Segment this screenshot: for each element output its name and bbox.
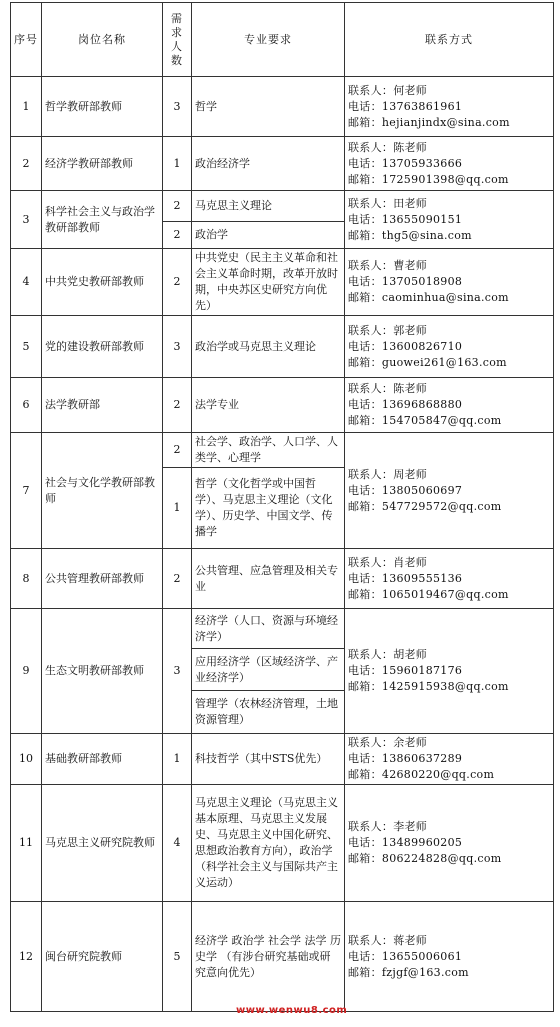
contact-info — [345, 549, 554, 609]
major-requirement: 经济学 政治学 社会学 法学 历史学 （有涉台研究基础或研究意向优先） — [192, 902, 345, 1012]
contact-person: 联系人：李老师 — [348, 820, 428, 833]
major-requirement: 政治经济学 — [192, 137, 345, 191]
major-requirement: 管理学（农林经济管理，土地资源管理） — [192, 691, 345, 734]
contact-email: 邮箱：1065019467@qq.com — [348, 587, 509, 601]
required-count: 2 — [163, 433, 192, 468]
contact-phone: 电话：13655006061 — [348, 949, 463, 963]
contact-info — [345, 609, 554, 734]
table-row — [11, 191, 554, 222]
position-name: 经济学教研部教师 — [42, 137, 163, 191]
table-row — [11, 433, 554, 468]
major-requirement: 哲学（文化哲学或中国哲学）、马克思主义理论（文化学）、历史学、中国文学、传播学 — [192, 468, 345, 549]
contact-info — [345, 734, 554, 785]
recruitment-table — [10, 2, 554, 1012]
required-count: 2 — [163, 222, 192, 249]
contact-person: 联系人：郭老师 — [348, 323, 428, 337]
contact-info — [345, 902, 554, 1012]
table-row — [11, 137, 554, 191]
row-number: 12 — [11, 902, 42, 1012]
row-number: 1 — [11, 77, 42, 137]
contact-phone: 电话：13860637289 — [348, 752, 463, 765]
contact-phone: 电话：13696868880 — [348, 398, 463, 411]
table-row — [11, 609, 554, 649]
row-number: 6 — [11, 378, 42, 433]
row-number: 5 — [11, 316, 42, 378]
contact-phone: 电话：13600826710 — [348, 339, 463, 353]
major-requirement: 中共党史（民主主义革命和社会主义革命时期，改革开放时期，中央苏区史研究方向优先） — [192, 249, 345, 316]
position-name: 社会与文化学教研部教师 — [42, 433, 163, 549]
major-requirement: 科技哲学（其中STS优先） — [192, 734, 345, 785]
required-count: 4 — [163, 785, 192, 902]
watermark: www.wenwu8.com — [236, 1005, 348, 1016]
major-requirement: 应用经济学（区域经济学、产业经济学） — [192, 649, 345, 691]
contact-phone: 电话：13805060697 — [348, 483, 463, 497]
contact-email: 邮箱：1725901398@qq.com — [348, 172, 509, 186]
table-row — [11, 785, 554, 902]
contact-person: 联系人：曹老师 — [348, 259, 428, 272]
contact-info — [345, 249, 554, 316]
contact-phone: 电话：15960187176 — [348, 664, 463, 677]
contact-info — [345, 378, 554, 433]
contact-person: 联系人：何老师 — [348, 83, 428, 97]
major-requirement: 法学专业 — [192, 378, 345, 433]
row-number: 3 — [11, 191, 42, 249]
position-name: 党的建设教研部教师 — [42, 316, 163, 378]
header-count: 需求人数 — [163, 3, 192, 77]
major-requirement: 经济学（人口、资源与环境经济学） — [192, 609, 345, 649]
required-count: 3 — [163, 316, 192, 378]
row-number: 2 — [11, 137, 42, 191]
contact-person: 联系人：肖老师 — [348, 555, 428, 569]
row-number: 9 — [11, 609, 42, 734]
row-number: 4 — [11, 249, 42, 316]
major-requirement: 马克思主义理论 — [192, 191, 345, 222]
required-count: 2 — [163, 549, 192, 609]
header-major: 专业要求 — [192, 3, 345, 77]
major-requirement: 政治学或马克思主义理论 — [192, 316, 345, 378]
row-number: 8 — [11, 549, 42, 609]
contact-info — [345, 137, 554, 191]
table-row — [11, 77, 554, 137]
required-count: 2 — [163, 191, 192, 222]
position-name: 公共管理教研部教师 — [42, 549, 163, 609]
contact-info — [345, 785, 554, 902]
contact-phone: 电话：13655090151 — [348, 212, 463, 226]
contact-person: 联系人：胡老师 — [348, 648, 428, 661]
table-row — [11, 902, 554, 1012]
header-position: 岗位名称 — [42, 3, 163, 77]
position-name: 法学教研部 — [42, 378, 163, 433]
contact-email: 邮箱：guowei261@163.com — [348, 355, 507, 369]
contact-email: 邮箱：547729572@qq.com — [348, 499, 502, 513]
contact-person: 联系人：蒋老师 — [348, 933, 428, 947]
required-count: 5 — [163, 902, 192, 1012]
major-requirement: 哲学 — [192, 77, 345, 137]
position-name: 基础教研部教师 — [42, 734, 163, 785]
table-row — [11, 378, 554, 433]
required-count: 2 — [163, 378, 192, 433]
contact-phone: 电话：13705933666 — [348, 156, 463, 170]
required-count: 3 — [163, 77, 192, 137]
required-count: 1 — [163, 137, 192, 191]
position-name: 科学社会主义与政治学教研部教师 — [42, 191, 163, 249]
position-name: 闽台研究院教师 — [42, 902, 163, 1012]
table-row — [11, 249, 554, 316]
position-name: 哲学教研部教师 — [42, 77, 163, 137]
header-no: 序号 — [11, 3, 42, 77]
required-count: 1 — [163, 468, 192, 549]
contact-email: 邮箱：thg5@sina.com — [348, 228, 472, 242]
major-requirement: 社会学、政治学、人口学、人类学、心理学 — [192, 433, 345, 468]
contact-phone: 电话：13489960205 — [348, 836, 463, 849]
position-name: 生态文明教研部教师 — [42, 609, 163, 734]
table-header-row — [11, 3, 554, 77]
major-requirement: 政治学 — [192, 222, 345, 249]
contact-email: 邮箱：806224828@qq.com — [348, 852, 502, 865]
row-number: 7 — [11, 433, 42, 549]
position-name: 马克思主义研究院教师 — [42, 785, 163, 902]
contact-person: 联系人：周老师 — [348, 467, 428, 481]
required-count: 3 — [163, 609, 192, 734]
required-count: 1 — [163, 734, 192, 785]
contact-person: 联系人：陈老师 — [348, 382, 428, 395]
row-number: 11 — [11, 785, 42, 902]
contact-email: 邮箱：fzjgf@163.com — [348, 965, 469, 979]
position-name: 中共党史教研部教师 — [42, 249, 163, 316]
table-row — [11, 734, 554, 785]
contact-email: 邮箱：42680220@qq.com — [348, 768, 495, 781]
contact-info — [345, 191, 554, 249]
contact-person: 联系人：陈老师 — [348, 140, 428, 154]
required-count: 2 — [163, 249, 192, 316]
contact-phone: 电话：13763861961 — [348, 99, 463, 113]
contact-email: 邮箱：caominhua@sina.com — [348, 291, 509, 304]
row-number: 10 — [11, 734, 42, 785]
contact-info — [345, 316, 554, 378]
table-row — [11, 316, 554, 378]
contact-info — [345, 77, 554, 137]
contact-email: 邮箱：154705847@qq.com — [348, 414, 502, 427]
major-requirement: 马克思主义理论（马克思主义基本原理、马克思主义发展史、马克思主义中国化研究、思想政治教育方向），政治学（科学社会主义与国际共产主义运动） — [192, 785, 345, 902]
table-row — [11, 549, 554, 609]
table-body — [11, 77, 554, 1012]
major-requirement: 公共管理、应急管理及相关专业 — [192, 549, 345, 609]
contact-email: 邮箱：1425915938@qq.com — [348, 680, 509, 693]
contact-info — [345, 433, 554, 549]
contact-phone: 电话：13705018908 — [348, 275, 463, 288]
contact-person: 联系人：田老师 — [348, 196, 428, 210]
contact-person: 联系人：余老师 — [348, 736, 428, 749]
header-contact: 联系方式 — [345, 3, 554, 77]
contact-email: 邮箱：hejianjindx@sina.com — [348, 115, 510, 129]
contact-phone: 电话：13609555136 — [348, 571, 463, 585]
